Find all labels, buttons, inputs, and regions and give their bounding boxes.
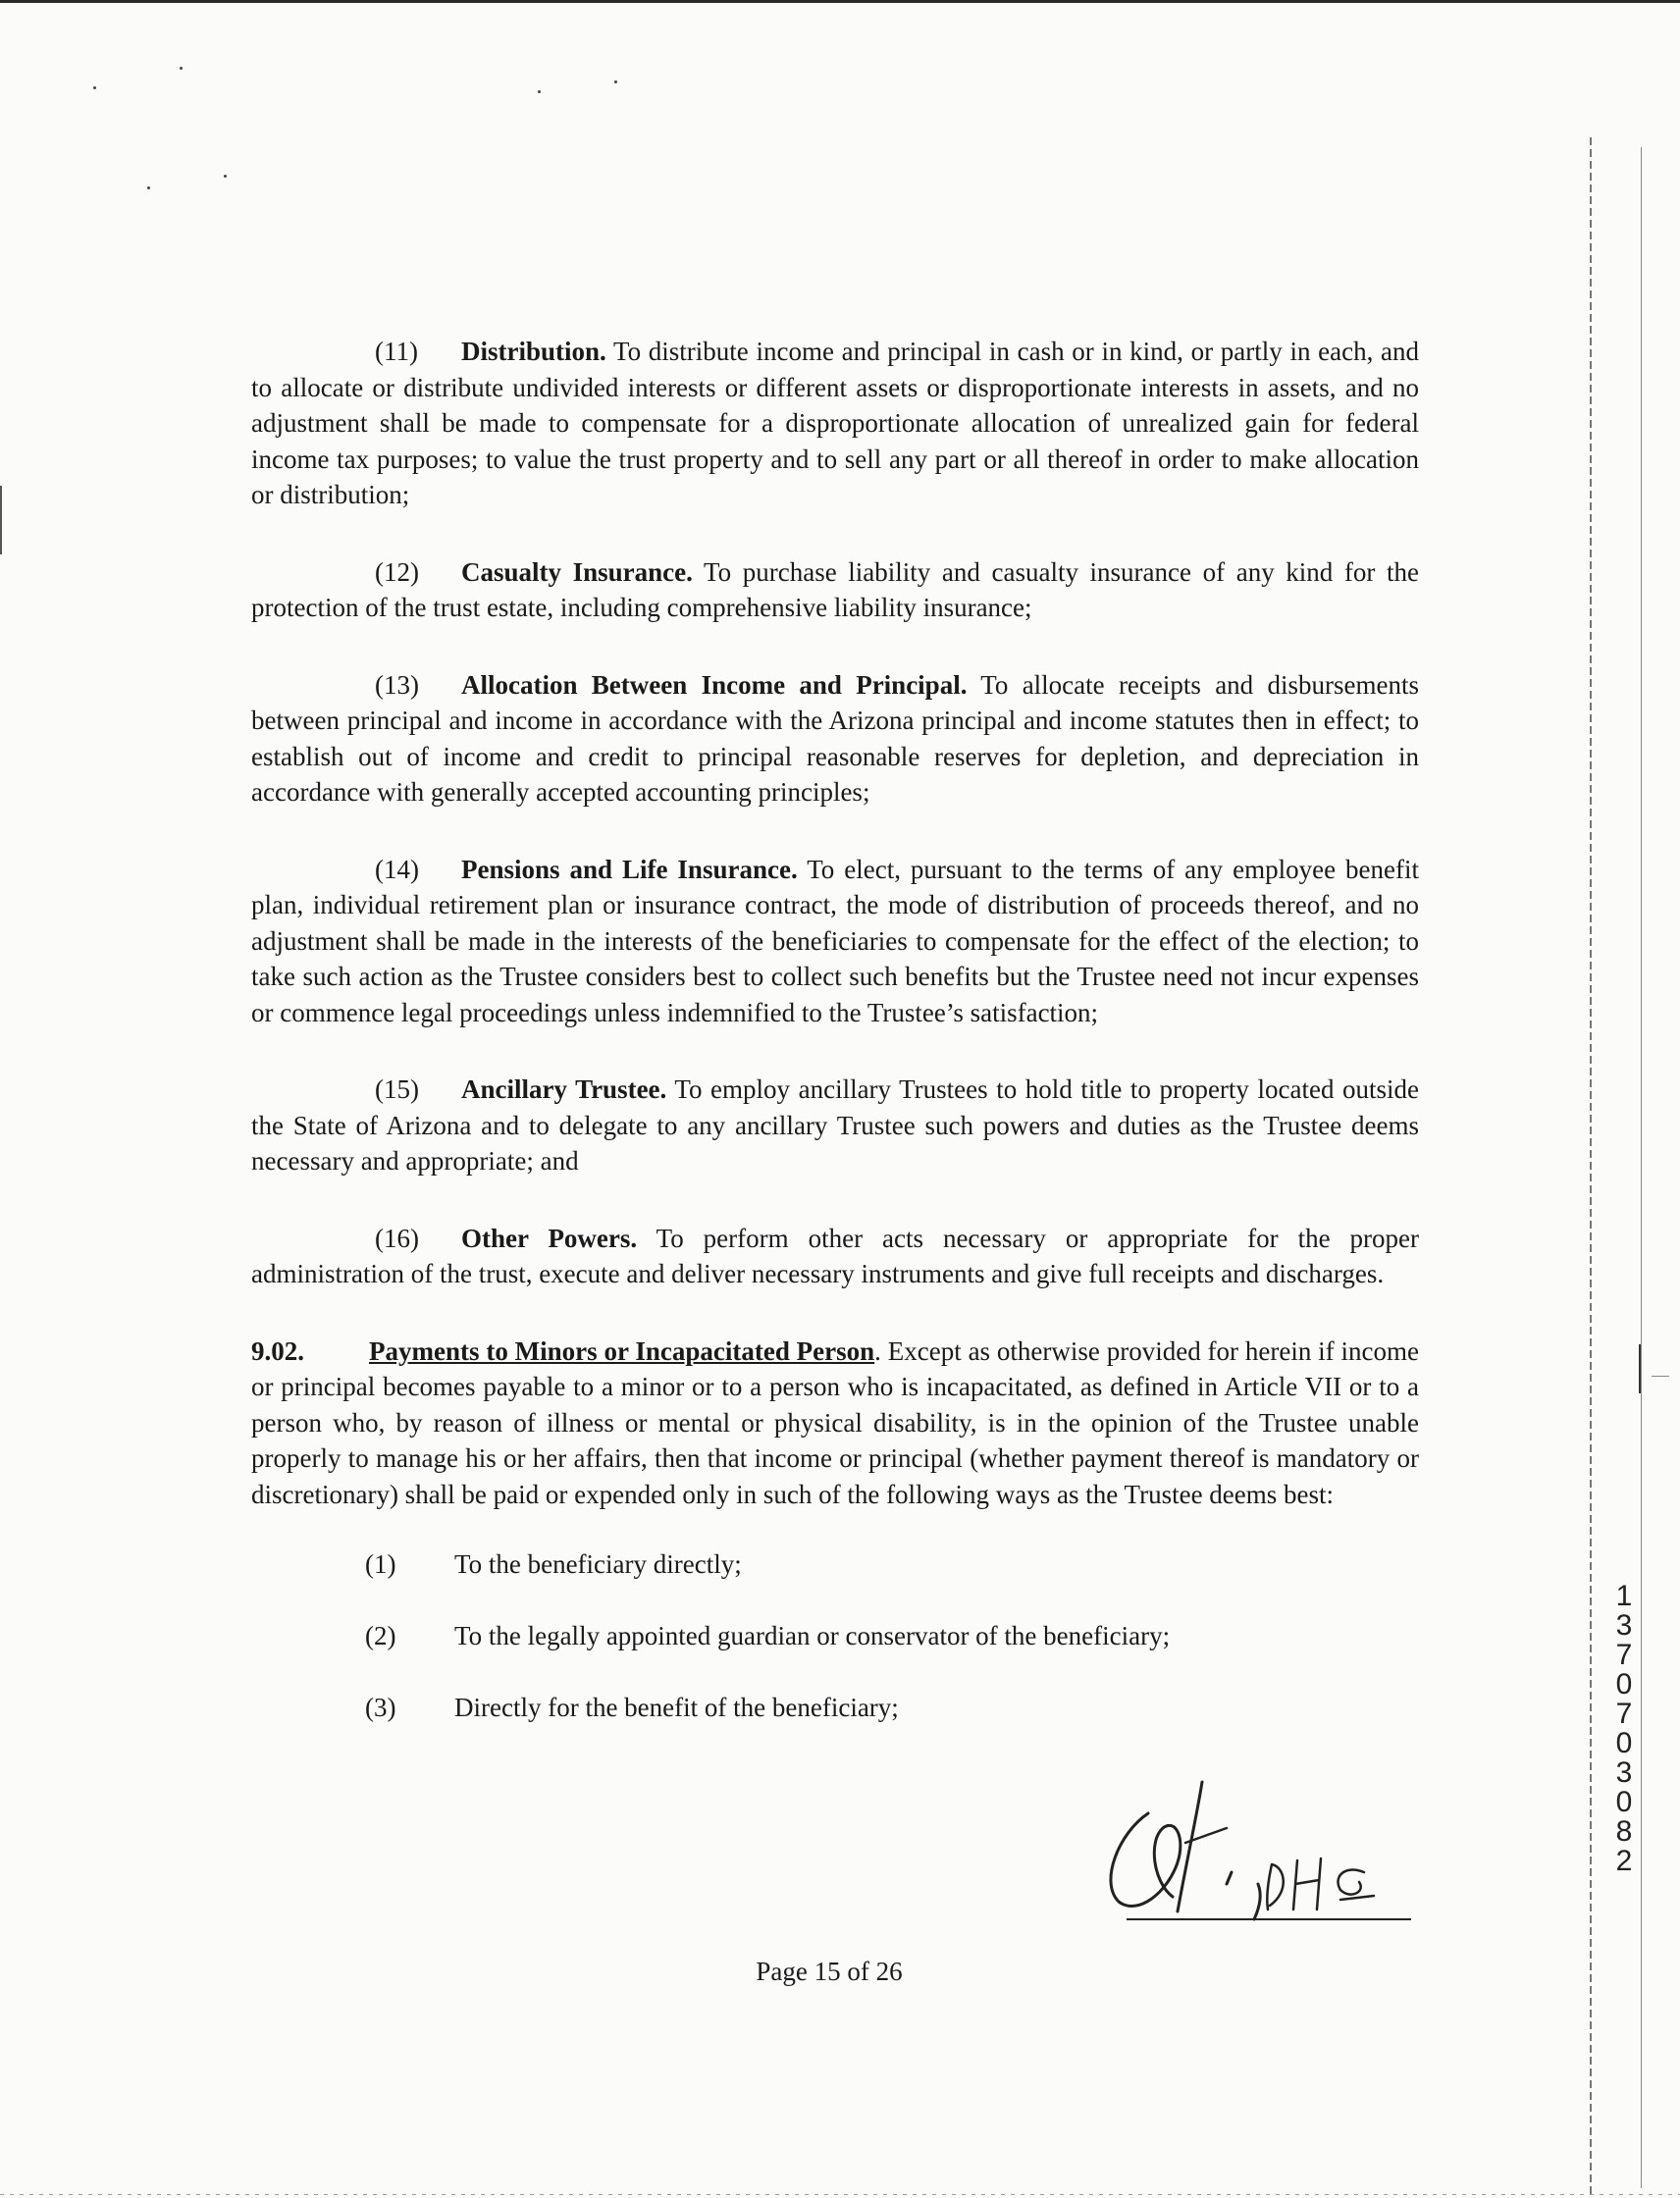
scan-speck [93, 86, 96, 89]
right-margin-artifact [1641, 147, 1642, 2188]
list-item [365, 1549, 1419, 1621]
paragraph-number: (15) [375, 1074, 419, 1104]
paragraph-text: To elect, pursuant to the terms of any employee benefit plan, individual retirement plan or insurance contract, the mode of distribution of proceeds thereof, and no adjustment shall be made in the interests of the beneficiaries to compensate for the effect of the election; to take such action as the Trustee considers best to collect such benefits but the Trustee need not incur expenses or commence legal proceedings unless indemnified to the Trustee’s satisfaction; [251, 854, 1420, 1027]
section-9-02 [251, 1334, 1419, 1513]
paragraph-number: (14) [375, 854, 419, 884]
section-text: . Except as otherwise provided for herein if income or principal becomes payable to a minor or to a person who is incapacitated, as defined in Article VII or to a person who, by reason of illness or mental or physical disability, is in the opinion of the Trustee unable properly to manage his or her affairs, then that income or principal (whether payment thereof is mandatory or discretionary) shall be paid or expended only in such of the following ways as the Trustee deems best: [251, 1335, 1419, 1509]
paragraph-heading: Distribution. [461, 337, 606, 366]
right-margin-artifact [1639, 1344, 1641, 1393]
bottom-edge [0, 2194, 1680, 2195]
paragraph-11 [251, 334, 1419, 513]
list-item [365, 1693, 1419, 1764]
left-scan-edge [0, 486, 2, 554]
paragraph-number: (16) [375, 1223, 419, 1253]
paragraph-heading: Casualty Insurance. [461, 556, 693, 587]
scan-speck [180, 67, 183, 70]
paragraph-heading: Ancillary Trustee. [461, 1074, 667, 1104]
paragraph-number: (11) [375, 337, 418, 366]
page-number-footer: Page 15 of 26 [756, 1957, 903, 1986]
paragraph-text: To perform other acts necessary or appropriate for the proper administration of the trust, execute and deliver necessary instruments and give full receipts and discharges. [251, 1223, 1419, 1288]
signature-initials [1079, 1774, 1413, 1931]
scan-speck [147, 186, 150, 189]
scan-speck [224, 175, 227, 178]
paragraph-text: To employ ancillary Trustees to hold title to property located outside the State of Arizona and to delegate to any ancillary Trustee such powers and duties as the Trustee deems necessary and appropriate; and [251, 1074, 1419, 1176]
list-item-text: Directly for the benefit of the beneficiary; [454, 1693, 899, 1722]
paragraph-heading: Pensions and Life Insurance. [461, 854, 798, 884]
scan-speck [538, 90, 541, 93]
paragraph-text: To purchase liability and casualty insurance of any kind for the protection of the trust estate, including comprehensive liability insurance; [251, 556, 1419, 622]
list-item-number: (1) [365, 1549, 396, 1579]
paragraph-12 [251, 554, 1419, 626]
list-item-text: To the beneficiary directly; [454, 1549, 742, 1579]
paragraph-text: To allocate receipts and disbursements between principal and income in accordance with the Arizona principal and income statutes then in effect; to establish out of income and credit to principal reasonable reserves for depletion, and depreciation in accordance with generally accepted accounting principles; [251, 669, 1419, 807]
paragraph-15 [251, 1072, 1419, 1179]
section-number: 9.02. [251, 1335, 304, 1366]
list-item-text: To the legally appointed guardian or conservator of the beneficiary; [454, 1621, 1171, 1650]
document-body [251, 334, 1419, 1764]
right-margin-artifact [1590, 137, 1592, 2198]
paragraph-14 [251, 852, 1419, 1031]
list-item-number: (3) [365, 1693, 396, 1722]
scan-speck [614, 80, 617, 83]
document-stamp-number: 13707 03082 [1615, 1580, 1633, 1877]
section-heading: Payments to Minors or Incapacitated Person [369, 1335, 875, 1366]
payment-methods-list [365, 1549, 1419, 1764]
top-edge-rule [0, 0, 1680, 3]
paragraph-16 [251, 1221, 1419, 1292]
paragraph-heading: Other Powers. [461, 1223, 638, 1253]
right-margin-artifact [1652, 1376, 1669, 1377]
paragraph-13 [251, 667, 1419, 811]
list-item-number: (2) [365, 1621, 396, 1650]
paragraph-number: (13) [375, 669, 419, 700]
paragraph-text: To distribute income and principal in cash or in kind, or partly in each, and to allocate or distribute undivided interests or different assets or disproportionate interests in assets, and no adjustment shall be made to compensate for a disproportionate allocation of unrealized gain for federal income tax purposes; to value the trust property and to sell any part or all thereof in order to make allocation or distribution; [251, 337, 1419, 509]
paragraph-heading: Allocation Between Income and Principal. [461, 669, 968, 700]
list-item [365, 1621, 1419, 1693]
paragraph-number: (12) [375, 556, 419, 587]
